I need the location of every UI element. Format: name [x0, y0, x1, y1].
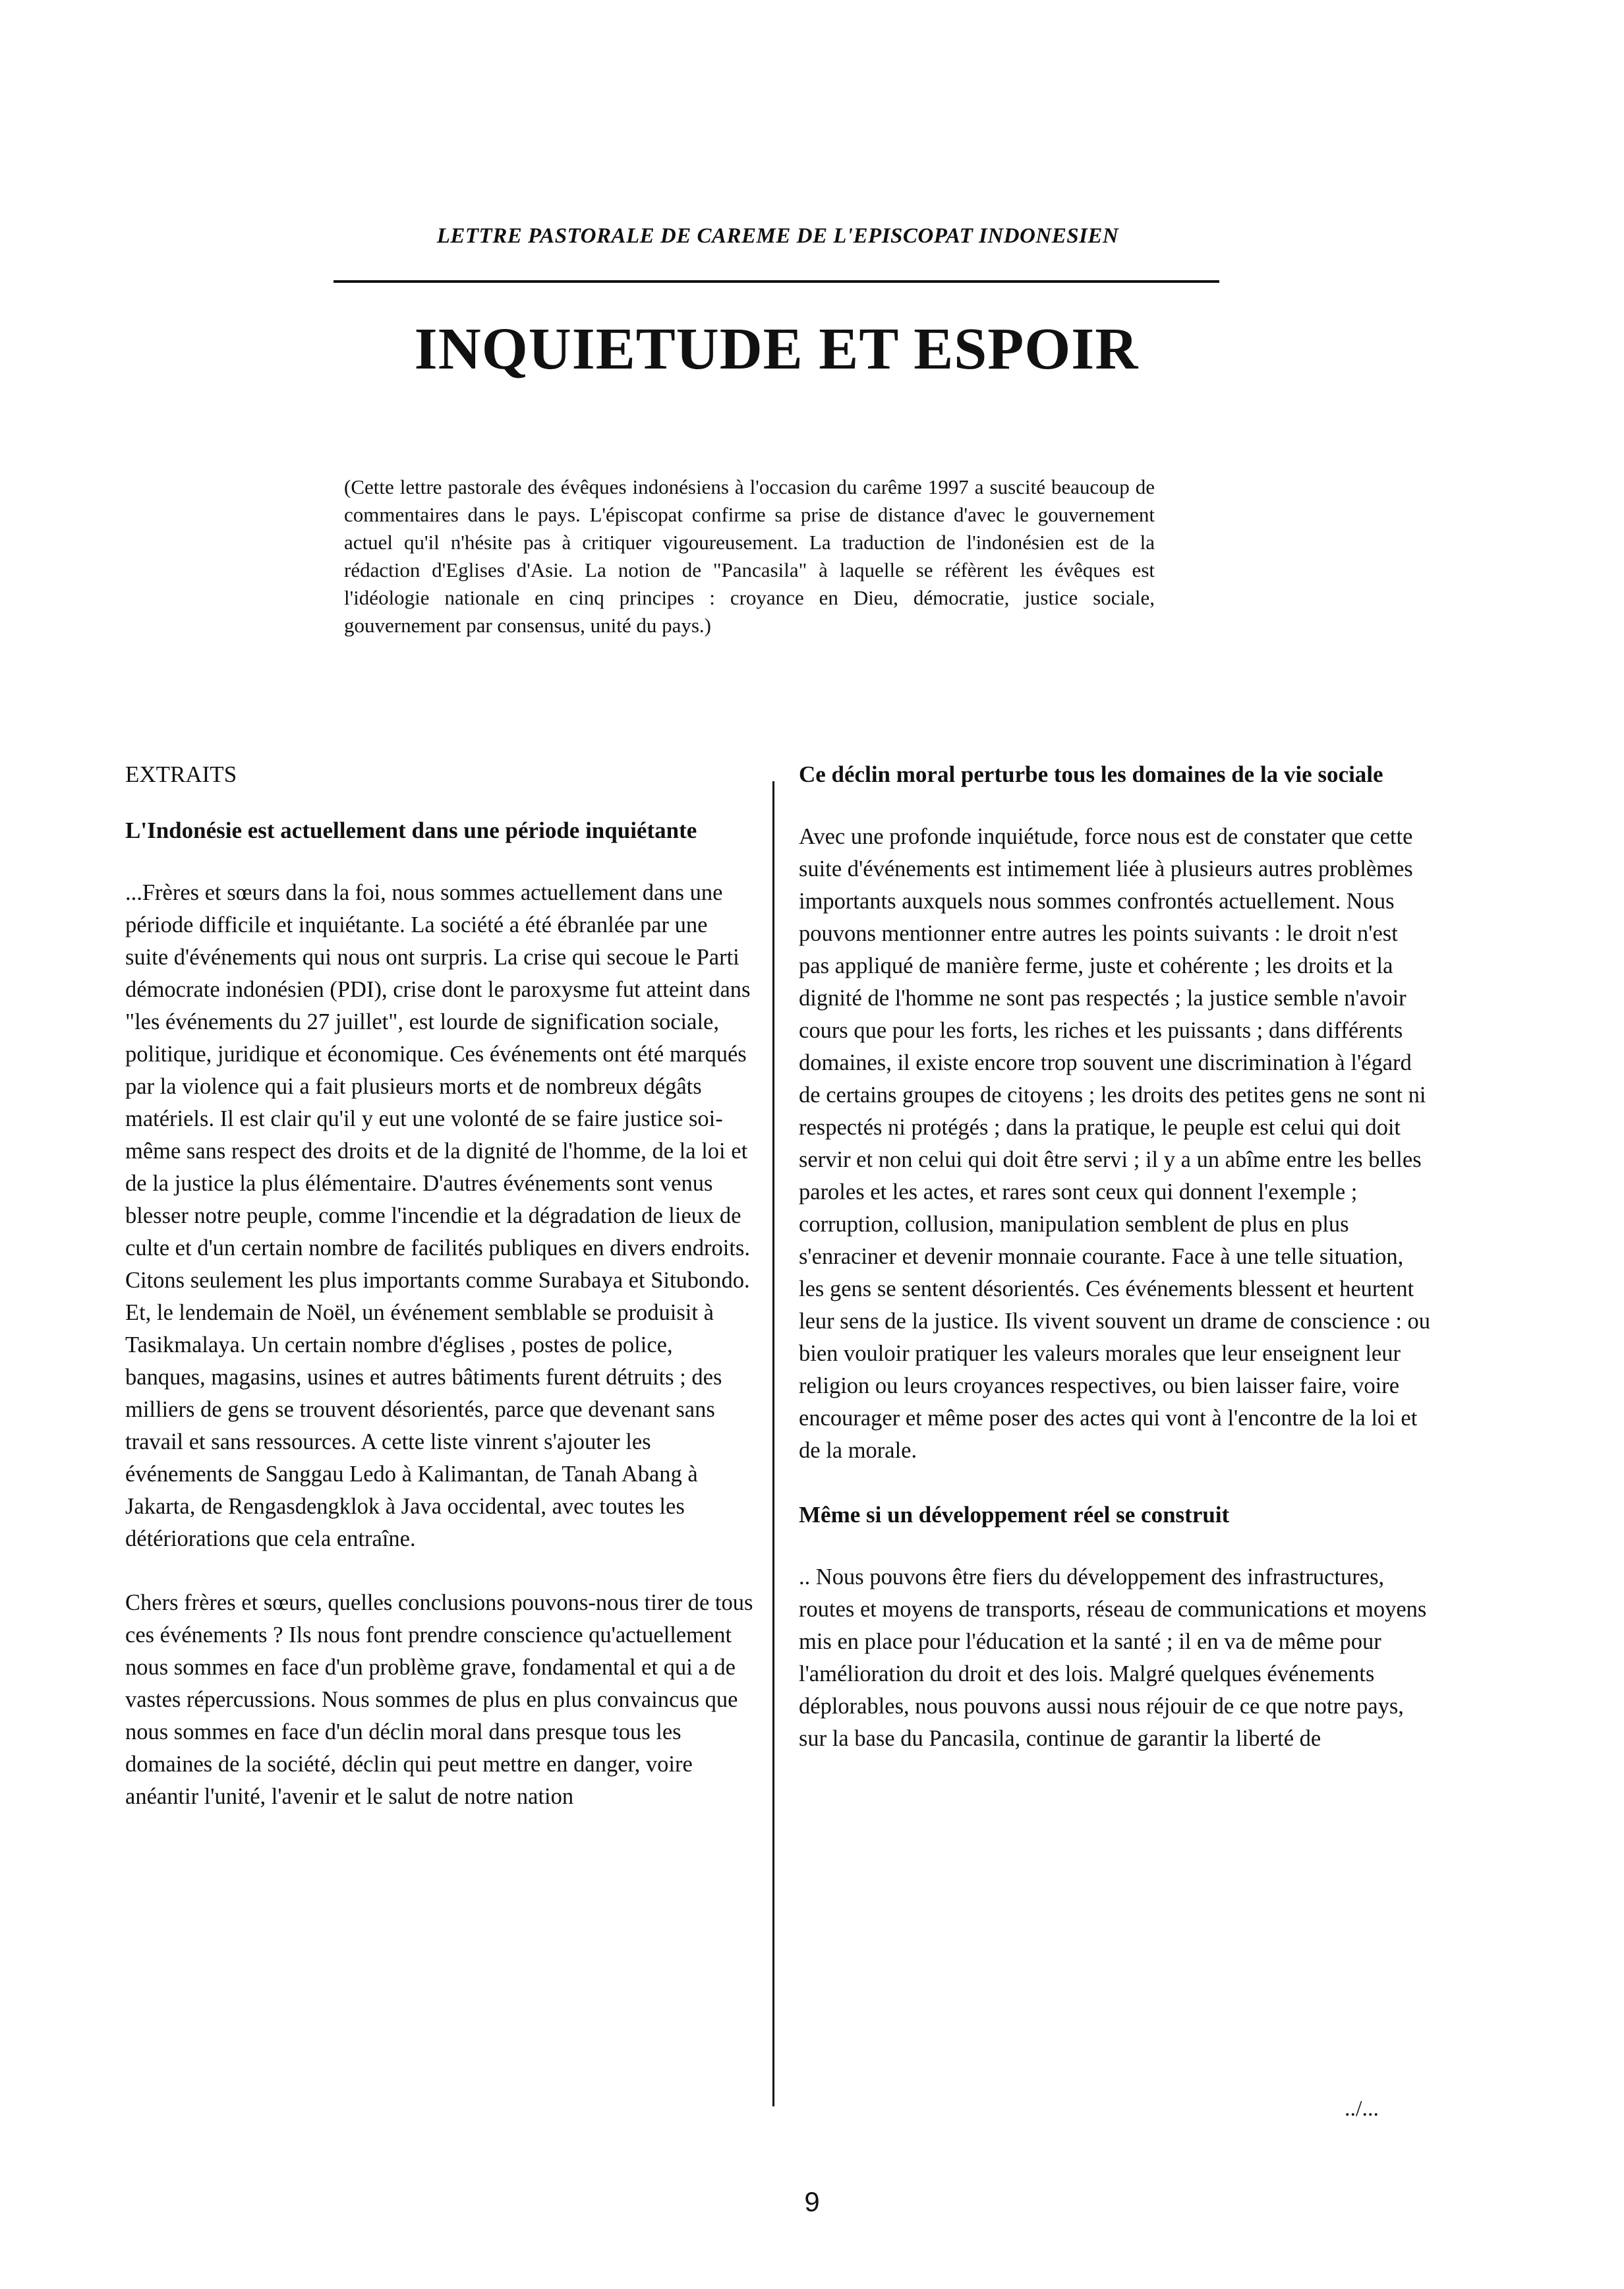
- right-column: [799, 758, 1432, 1787]
- body-paragraph: .. Nous pouvons être fiers du développement des infrastructures, routes et moyens de transports, réseau de communications et moyens mis en place pour l'éducation et la santé ; il en va de même pour l'amélioration du droit et des lois. Malgré quelques événements déplorables, nous pouvons aussi nous réjouir de ce que notre pays, sur la base du Pancasila, continue de garantir la liberté de: [799, 1564, 1427, 1751]
- section-heading: Même si un développement réel se construit: [799, 1502, 1230, 1528]
- header-rule: [334, 280, 1219, 283]
- page-number: 9: [804, 2186, 820, 2217]
- section-heading: Ce déclin moral perturbe tous les domaines de la vie sociale: [799, 761, 1383, 787]
- article-kicker: LETTRE PASTORALE DE CAREME DE L'EPISCOPAT INDONESIEN: [436, 224, 1119, 248]
- intro-note: (Cette lettre pastorale des évêques indonésiens à l'occasion du carême 1997 a suscité beaucoup de commentaires dans le pays. L'épiscopat confirme sa prise de distance d'avec le gouvernement actuel qu'il n'hésite pas à critiquer vigoureusement. La traduction de l'indonésien est de la rédaction d'Eglises d'Asie. La notion de "Pancasila" à laquelle se réfèrent les évêques est l'idéologie nationale en cinq principes : croyance en Dieu, démocratie, justice sociale, gouvernement par consensus, unité du pays.): [344, 475, 1155, 637]
- left-column: [125, 758, 755, 1845]
- column-divider: [772, 781, 774, 2106]
- extraits-label: EXTRAITS: [125, 761, 237, 787]
- section-heading: L'Indonésie est actuellement dans une période inquiétante: [125, 818, 697, 843]
- body-paragraph: Avec une profonde inquiétude, force nous est de constater que cette suite d'événements est intimement liée à plusieurs autres problèmes importants auxquels nous sommes confrontés actuellement. Nous pouvons mentionner entre autres les points suivants : le droit n'est pas appliqué de manière ferme, juste et cohérente ; les droits et la dignité de l'homme ne sont pas respectés ; la justice semble n'avoir cours que pour les forts, les riches et les puissants ; dans différents domaines, il existe encore trop souvent une discrimination à l'égard de certains groupes de citoyens ; les droits des petites gens ne sont ni respectés ni protégés ; dans la pratique, le peuple est celui qui doit servir et non celui qui doit être servi ; il y a un abîme entre les belles paroles et les actes, et rares sont ceux qui donnent l'exemple ; corruption, collusion, manipulation semblent de plus en plus s'enraciner et devenir monnaie courante. Face à une telle situation, les gens se sentent désorientés. Ces événements blessent et heurtent leur sens de la justice. Ils vivent souvent un drame de conscience : ou bien vouloir pratiquer les valeurs morales que leur enseignent leur religion ou leurs croyances respectives, ou bien laisser faire, voire encourager et même poser des actes qui vont à l'encontre de la loi et de la morale.: [799, 824, 1431, 1463]
- continued-marker: ../...: [1345, 2096, 1379, 2121]
- body-paragraph: Chers frères et sœurs, quelles conclusions pouvons-nous tirer de tous ces événements ? Ils nous font prendre conscience qu'actuellement nous sommes en face d'un problème grave, fondamental et qui a de vastes répercussions. Nous sommes de plus en plus convaincus que nous sommes en face d'un déclin moral dans presque tous les domaines de la société, déclin qui peut mettre en danger, voire anéantir l'unité, l'avenir et le salut de notre nation: [125, 1590, 753, 1809]
- body-paragraph: ...Frères et sœurs dans la foi, nous sommes actuellement dans une période difficile et inquiétante. La société a été ébranlée par une suite d'événements qui nous ont surpris. La crise qui secoue le Parti démocrate indonésien (PDI), crise dont le paroxysme fut atteint dans "les événements du 27 juillet", est lourde de signification sociale, politique, juridique et économique. Ces événements ont été marqués par la violence qui a fait plusieurs morts et de nombreux dégâts matériels. Il est clair qu'il y eut une volonté de se faire justice soi-même sans respect des droits et de la dignité de l'homme, de la loi et de la justice la plus élémentaire. D'autres événements sont venus blesser notre peuple, comme l'incendie et la dégradation de lieux de culte et d'un certain nombre de facilités publiques en divers endroits. Citons seulement les plus importants comme Surabaya et Situbondo. Et, le lendemain de Noël, un événement semblable se produisit à Tasikmalaya. Un certain nombre d'églises , postes de police, banques, magasins, usines et autres bâtiments furent détruits ; des milliers de gens se trouvent désorientés, parce que devenant sans travail et sans ressources. A cette liste vinrent s'ajouter les événements de Sanggau Ledo à Kalimantan, de Tanah Abang à Jakarta, de Rengasdengklok à Java occidental, avec toutes les détériorations que cela entraîne.: [125, 880, 751, 1551]
- article-title: INQUIETUDE ET ESPOIR: [414, 316, 1139, 382]
